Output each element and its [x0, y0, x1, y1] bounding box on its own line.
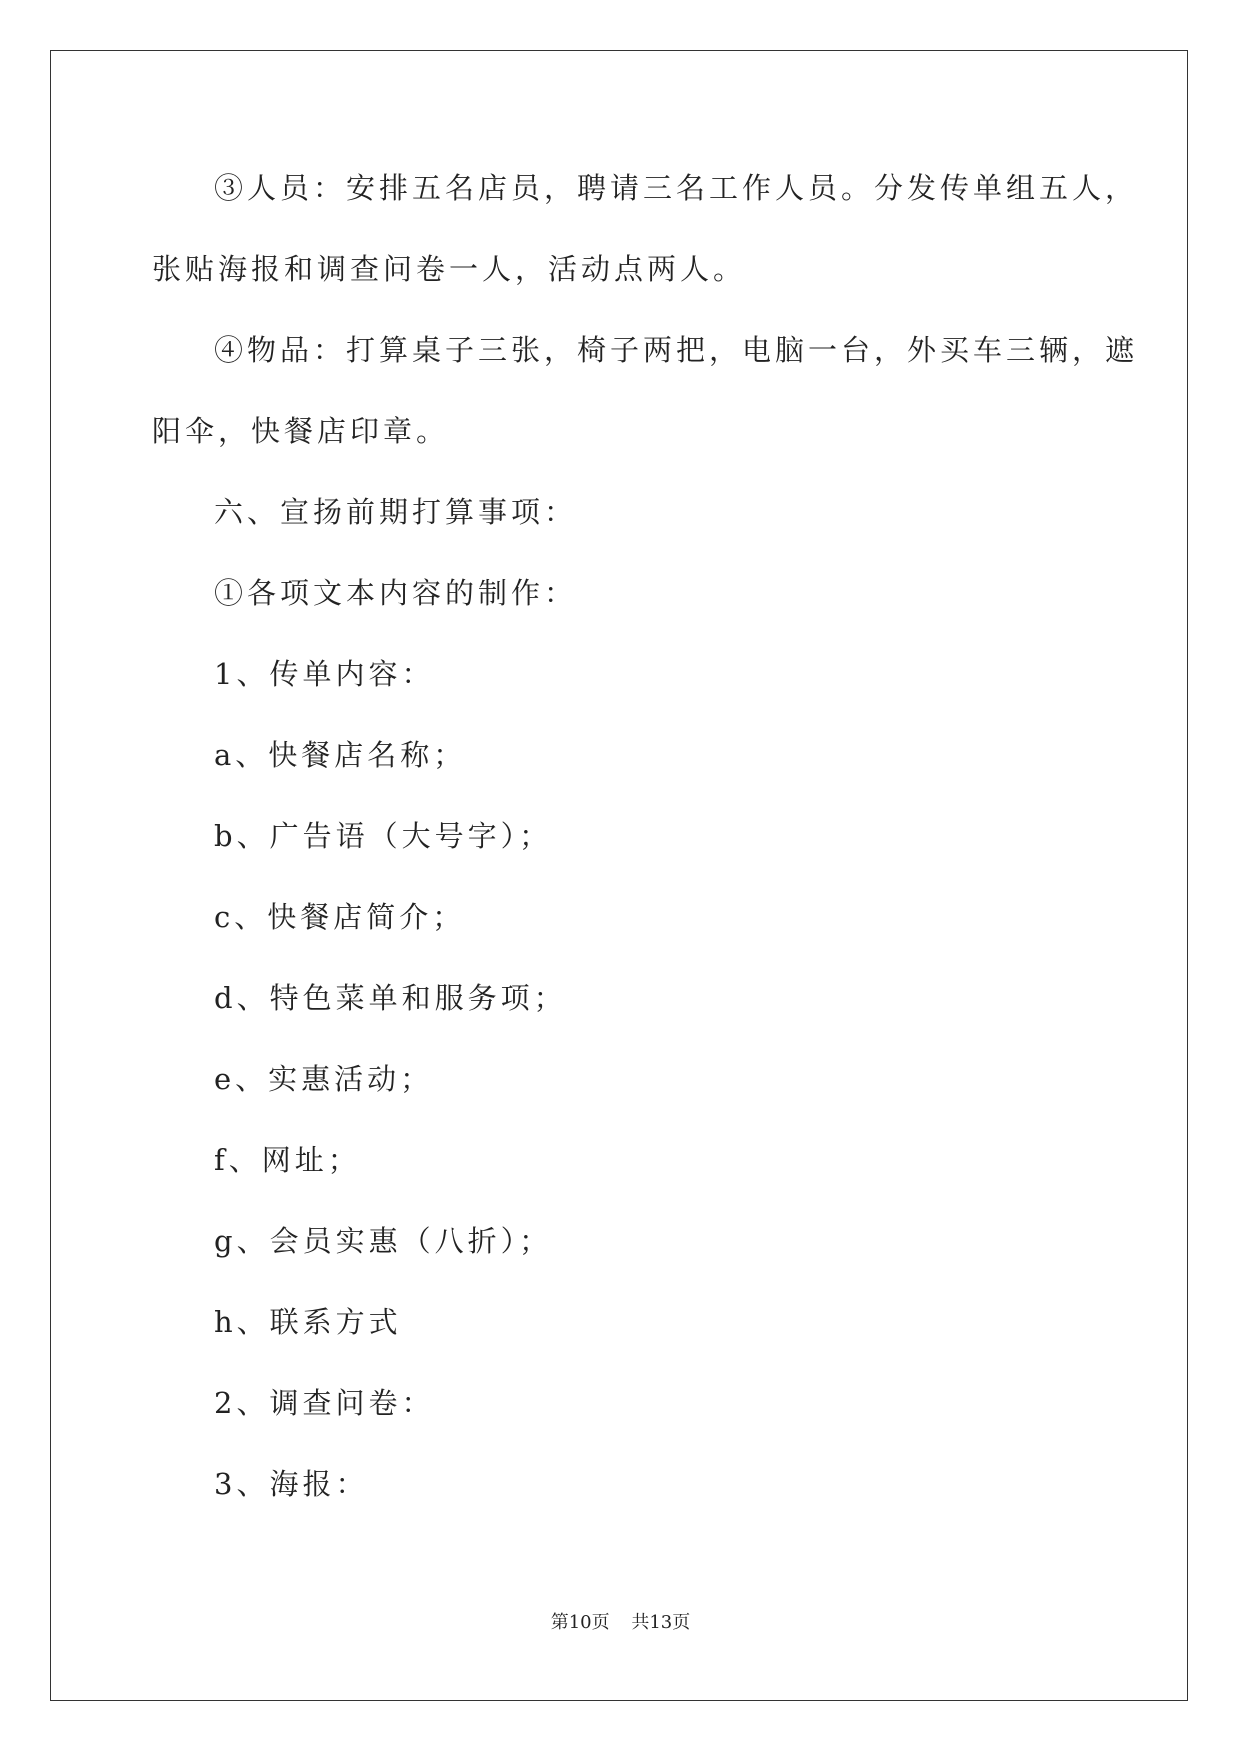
- list-item: c、快餐店简介；: [214, 900, 466, 934]
- paragraph-line: 张贴海报和调查问卷一人，活动点两人。: [152, 252, 747, 286]
- list-item: 2、调查问卷：: [214, 1386, 435, 1420]
- list-item: b、广告语（大号字）；: [214, 819, 553, 853]
- page-footer: [0, 1611, 1241, 1635]
- list-item: e、实惠活动；: [214, 1062, 434, 1096]
- paragraph-line: 阳伞，快餐店印章。: [152, 414, 450, 448]
- list-item: a、快餐店名称；: [214, 738, 467, 772]
- list-item: f、网址；: [214, 1143, 361, 1177]
- list-item: h、联系方式: [214, 1305, 402, 1339]
- list-item: 1、传单内容：: [214, 657, 435, 691]
- section-heading: 六、宣扬前期打算事项：: [214, 495, 578, 529]
- paragraph-line: ①各项文本内容的制作：: [214, 576, 578, 610]
- paragraph-line: ③人员：安排五名店员，聘请三名工作人员。分发传单组五人，: [214, 171, 1139, 205]
- list-item: 3、海报：: [214, 1467, 369, 1501]
- paragraph-line: ④物品：打算桌子三张，椅子两把，电脑一台，外买车三辆，遮: [214, 333, 1139, 367]
- page-number: 第10页: [550, 1612, 610, 1633]
- list-item: d、特色菜单和服务项；: [214, 981, 567, 1015]
- list-item: g、会员实惠（八折）；: [214, 1224, 553, 1258]
- page-total: 共13页: [631, 1612, 691, 1633]
